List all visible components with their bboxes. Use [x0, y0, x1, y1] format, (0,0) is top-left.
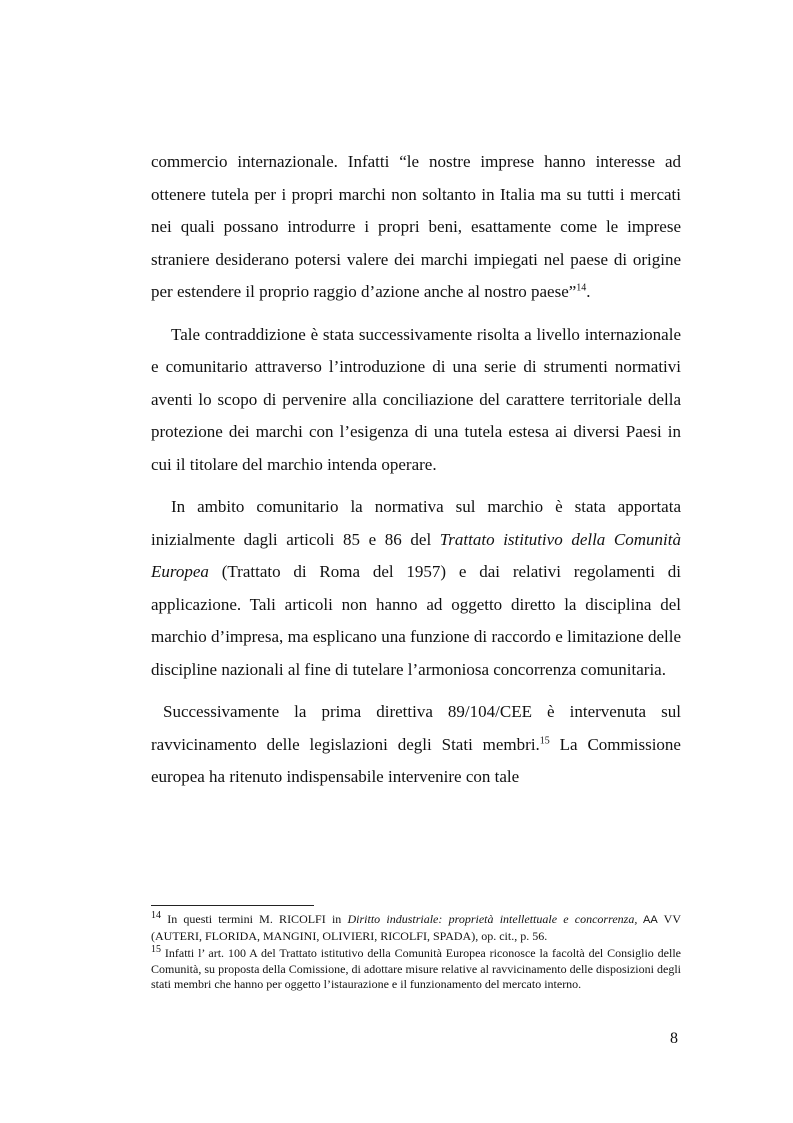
paragraph-text: La Commissione europea ha ritenuto indispensabile intervenire con tale — [151, 734, 681, 786]
footnote-ref-14: 14 — [576, 282, 587, 294]
footnote-number: 14 — [151, 910, 161, 921]
footnote-text: In questi termini M. RICOLFI in — [161, 912, 348, 926]
footnote-divider — [151, 905, 314, 906]
paragraph-text: In ambito comunitario la normativa sul marchio è stata apportata inizialmente dagli articoli 85 e 86 del — [151, 497, 681, 549]
footnote-text: Infatti l’ art. 100 A del Trattato istitutivo della Comunità Europea riconosce la facoltà del Consiglio delle Comunità, su proposta della Comissione, di adottare misure relative al ravvicinamento delle disposizioni degli stati membri che hanno per oggetto l’istaurazione e il funzionamento del mercato interno. — [151, 946, 681, 991]
page-number: 8 — [670, 1030, 678, 1047]
treaty-title: Trattato istitutivo della Comunità Europea — [151, 529, 681, 581]
body-text — [151, 146, 681, 804]
footnote-14 — [151, 912, 681, 944]
paragraph-text: Successivamente la prima direttiva 89/104/CEE è intervenuta sul ravvicinamento delle legislazioni degli Stati membri. — [151, 702, 681, 754]
footnote-text: VV (AUTERI, FLORIDA, MANGINI, OLIVIERI, RICOLFI, SPADA), op. cit., p. 56. — [151, 912, 682, 943]
paragraph-1 — [151, 146, 681, 309]
footnote-15 — [151, 946, 681, 993]
footnote-text: AA — [637, 914, 658, 926]
paragraph-4 — [151, 696, 681, 794]
footnote-ref-15: 15 — [539, 734, 550, 746]
book-title: Diritto industriale: proprietà intellettuale e concorrenza, — [347, 912, 638, 926]
paragraph-text: Tale contraddizione è stata successivamente risolta a livello internazionale e comunitario attraverso l’introduzione di una serie di strumenti normativi aventi lo scopo di pervenire alla conciliazione del carattere territoriale della protezione dei marchi con l’esigenza di una tutela estesa ai diversi Paesi in cui il titolare del marchio intenda operare. — [151, 324, 681, 474]
footnote-number: 15 — [151, 944, 161, 955]
paragraph-2 — [151, 319, 681, 482]
paragraph-text: (Trattato di Roma del 1957) e dai relativi regolamenti di applicazione. Tali articoli non hanno ad oggetto diretto la disciplina del marchio d’impresa, ma esplicano una funzione di raccordo e limitazione delle discipline nazionali al fine di tutelare l’armoniosa concorrenza comunitaria. — [151, 562, 681, 679]
paragraph-3 — [151, 491, 681, 686]
footnotes — [151, 912, 681, 995]
paragraph-text: . — [586, 282, 591, 301]
paragraph-text: commercio internazionale. Infatti “le nostre imprese hanno interesse ad ottenere tutela per i propri marchi non soltanto in Italia ma su tutti i mercati nei quali possano introdurre i propri beni, esattamente come le imprese straniere desiderano potersi valere dei marchi impiegati nel paese di origine per estendere il proprio raggio d’azione anche al nostro paese” — [151, 152, 681, 301]
